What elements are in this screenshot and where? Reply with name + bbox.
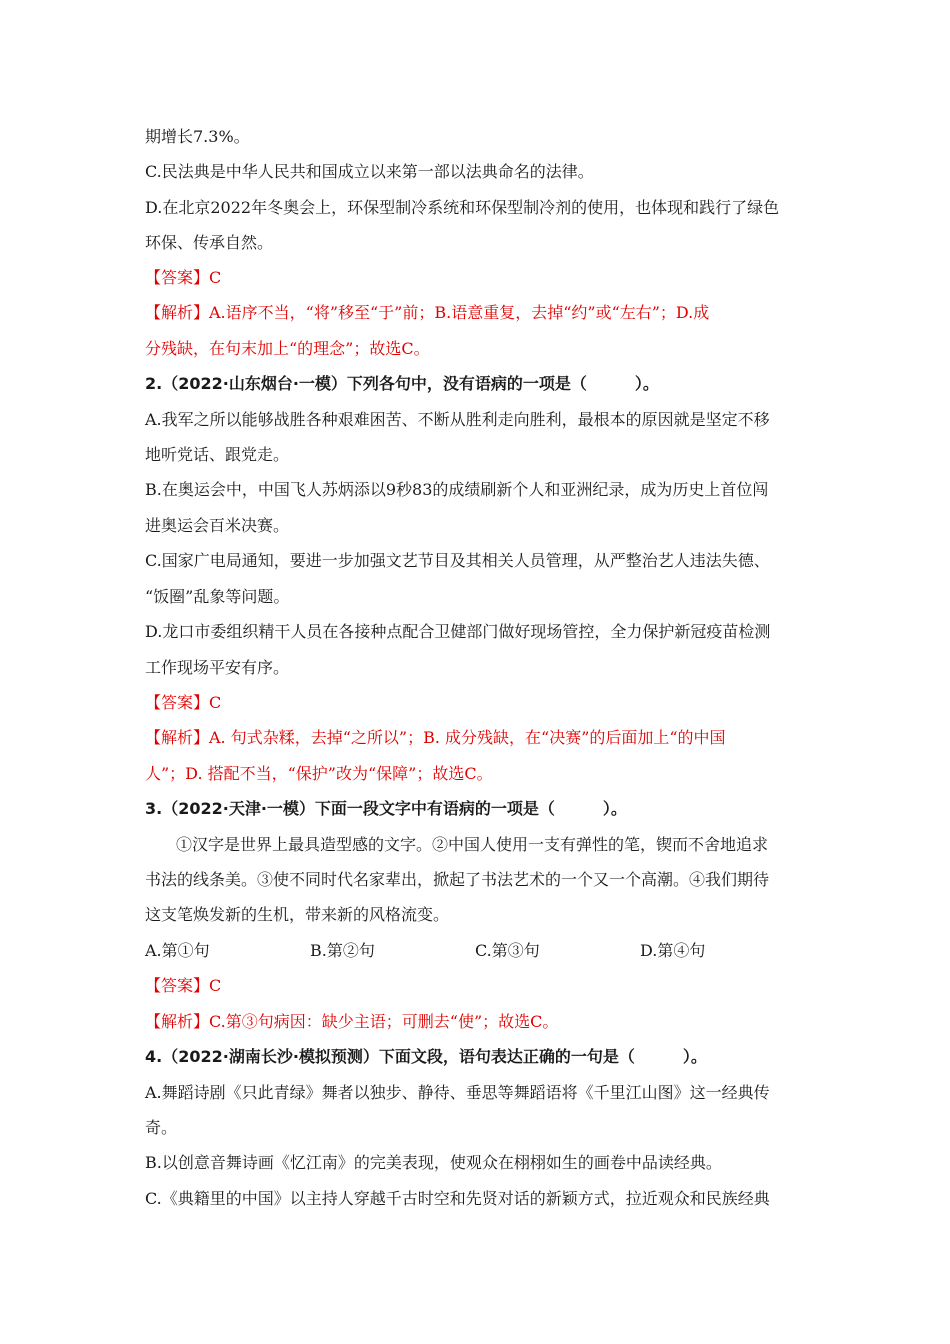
q2-option-d-line2: 工作现场平安有序。 [145, 658, 290, 677]
q2-option-a-line1: A.我军之所以能够战胜各种艰难困苦、不断从胜利走向胜利，最根本的原因就是坚定不移 [145, 410, 770, 429]
q3-option-a: A.第①句 [145, 941, 210, 960]
q3-option-c: C.第③句 [475, 941, 540, 960]
q1-analysis-line2: 分残缺，在句末加上“的理念”；故选C。 [145, 339, 430, 358]
q3-passage-line1: ①汉字是世界上最具造型感的文字。②中国人使用一支有弹性的笔，锲而不舍地追求 [176, 835, 769, 854]
q3-answer: 【答案】C [145, 976, 222, 995]
q3-stem: 3.（2022·天津·一模）下面一段文字中有语病的一项是（ ）。 [145, 799, 627, 818]
q2-option-b-line1: B.在奥运会中，中国飞人苏炳添以9秒83的成绩刷新个人和亚洲纪录，成为历史上首位闯 [145, 480, 769, 499]
q2-answer: 【答案】C [145, 693, 222, 712]
q4-stem: 4.（2022·湖南长沙·模拟预测）下面文段，语句表达正确的一句是（ ）。 [145, 1047, 707, 1066]
q2-option-c-line1: C.国家广电局通知，要进一步加强文艺节目及其相关人员管理，从严整治艺人违法失德、 [145, 551, 770, 570]
q2-stem: 2.（2022·山东烟台·一模）下列各句中，没有语病的一项是（ ）。 [145, 374, 659, 393]
q3-option-d: D.第④句 [640, 941, 706, 960]
q2-option-a-line2: 地听党话、跟党走。 [145, 445, 290, 464]
q1-option-d-line1: D.在北京2022年冬奥会上，环保型制冷系统和环保型制冷剂的使用，也体现和践行了绿色 [145, 198, 780, 217]
q2-analysis-line2: 人”；D. 搭配不当，“保护”改为“保障”；故选C。 [145, 764, 493, 783]
q1-answer: 【答案】C [145, 268, 222, 287]
q1-analysis-line1: 【解析】A.语序不当，“将”移至“于”前；B.语意重复，去掉“约”或“左右”；D.成 [145, 303, 710, 322]
q1-option-b-end: 期增长7.3%。 [145, 127, 250, 146]
q3-analysis: 【解析】C.第③句病因：缺少主语；可删去“使”；故选C。 [145, 1012, 559, 1031]
q1-option-c: C.民法典是中华人民共和国成立以来第一部以法典命名的法律。 [145, 162, 594, 181]
q4-option-a-line1: A.舞蹈诗剧《只此青绿》舞者以独步、静待、垂思等舞蹈语将《千里江山图》这一经典传 [145, 1083, 770, 1102]
q3-passage-line2: 书法的线条美。③使不同时代名家辈出，掀起了书法艺术的一个又一个高潮。④我们期待 [145, 870, 770, 889]
q2-option-d-line1: D.龙口市委组织精干人员在各接种点配合卫健部门做好现场管控，全力保护新冠疫苗检测 [145, 622, 771, 641]
q4-option-c-line1: C.《典籍里的中国》以主持人穿越千古时空和先贤对话的新颖方式，拉近观众和民族经典 [145, 1189, 770, 1208]
q2-option-b-line2: 进奥运会百米决赛。 [145, 516, 290, 535]
q3-passage-line3: 这支笔焕发新的生机，带来新的风格流变。 [145, 905, 450, 924]
q2-analysis-line1: 【解析】A. 句式杂糅，去掉“之所以”；B. 成分残缺，在“决赛”的后面加上“的中国 [145, 728, 726, 747]
q4-option-a-line2: 奇。 [145, 1118, 178, 1137]
q4-option-b-line1: B.以创意音舞诗画《忆江南》的完美表现，使观众在栩栩如生的画卷中品读经典。 [145, 1153, 722, 1172]
q2-option-c-line2: “饭圈”乱象等问题。 [145, 587, 290, 606]
q3-option-b: B.第②句 [310, 941, 375, 960]
q1-option-d-line2: 环保、传承自然。 [145, 233, 274, 252]
